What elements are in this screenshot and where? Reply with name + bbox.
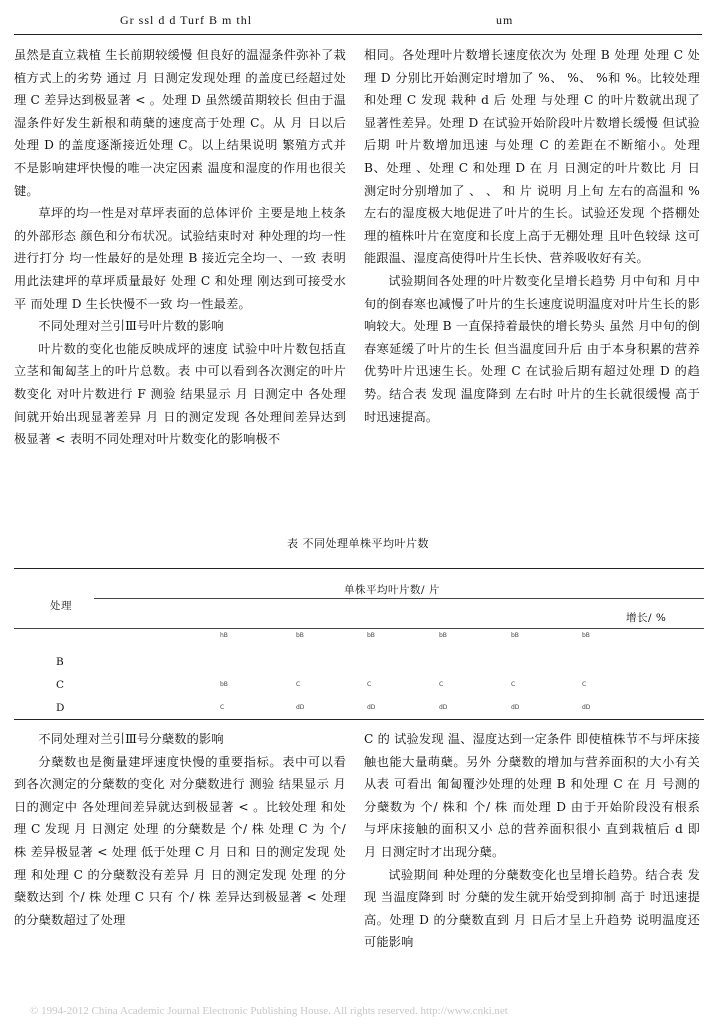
- running-head-page: um: [496, 13, 514, 27]
- table-cell: bB: [367, 632, 375, 639]
- paragraph-tiller-count: 分蘖数也是衡量建坪速度快慢的重要指标。表中可以看到各次测定的分蘖数的变化 对分蘖数进行 测验 结果显示 月 日的测定中 各处理间差异就达到极显著 < 。比较处理 和处理 C 发现 月 日测定 处理 的分蘖数是 个/ 株 处理 C 为 个/ 株 差异极显著 < 处理 低于处理 C 月 日和 日的测定发现 处理 和处理 C 的分蘖数没有差异 月 日的测定发现 处理 的分蘖数达到 个/ 株 处理 C 只有 个/ 株 差异达到极显著 < 处理 的分蘖数超过了处理: [14, 754, 346, 927]
- table-cell: C: [439, 681, 444, 688]
- table-row-label: D: [56, 702, 65, 714]
- column-top-right: [364, 44, 700, 428]
- paragraph-leaf-trend: 试验期间各处理的叶片数变化呈增长趋势 月中旬和 月中旬的倒春寒也减慢了叶片的生长速度说明温度对叶片生长的影响较大。处理 B 一直保持着最快的增长势头 虽然 月中旬的倒春寒延缓了叶片的生长 但当温度回升后 由于本身积累的营养优势叶片迅速生长。处理 C 在试验后期有超过处理 D 的趋势。结合表 发现 温度降到 左右时 叶片的生长就很缓慢 高于 时迅速提高。: [364, 273, 700, 424]
- paragraph-leaf-growth: 相同。各处理叶片数增长速度依次为 处理 B 处理 处理 C 处理 D 分别比开始测定时增加了 %、 %、 %和 %。比较处理 和处理 C 发现 栽种 d 后 处理 与处理 C 的叶片数就出现了显著性差异。处理 D 在试验开始阶段叶片数增长缓慢 但试验后期 叶片数增加迅速 与处理 C 的差距在不断缩小。处理 B、处理 、处理 C 和处理 D 在 月 日测定的叶片数比 月 日测定时分别增加了 、 、 和 片 说明 月上旬 左右的高温和 % 左右的湿度极大地促进了叶片的生长。试验还发现 个搭棚处理的植株叶片在宽度和长度上高于无棚处理 且叶色较绿 这可能跟温、湿度高使得叶片生长快、营养吸收好有关。: [364, 48, 700, 266]
- column-bottom-left: [14, 728, 346, 931]
- section-heading-tiller-count: 不同处理对兰引Ⅲ号分蘖数的影响: [38, 732, 224, 746]
- table-header-group: 单株平均叶片数/ 片: [344, 584, 440, 596]
- table-cell: dD: [439, 704, 448, 711]
- running-head: [0, 10, 716, 30]
- table-bottom-rule: [14, 719, 704, 720]
- table-header-rule: [14, 628, 704, 629]
- paragraph-uniformity: 草坪的均一性是对草坪表面的总体评价 主要是地上枝条的外部形态 颜色和分布状况。试验结束时对 种处理的均一性进行打分 均一性最好的是处理 B 接近完全均一、一致 表明用此法建坪的草坪质量最好 处理 C 和处理 刚达到可接受水平 而处理 D 生长快慢不一致 均一性最差。: [14, 206, 346, 311]
- table-cell: dD: [296, 704, 305, 711]
- table-group-rule: [94, 598, 704, 599]
- running-head-journal: Gr ssl d d Turf B m thl: [120, 13, 253, 27]
- paragraph-coverage: 虽然是直立栽植 生长前期较缓慢 但良好的温湿条件弥补了栽植方式上的劣势 通过 月 日测定发现处理 的盖度已经超过处理 C 差异达到极显著 < 。处理 D 虽然缓苗期较长 但由于温湿条件好发生新根和萌蘖的速度高于处理 C。从 月 日以后 处理 D 的盖度逐渐接近处理 C。以上结果说明 繁殖方式并不是影响建坪快慢的唯一决定因素 温度和湿度的作用也很关键。: [14, 48, 346, 198]
- table-cell: bB: [220, 681, 228, 688]
- table-cell: dD: [582, 704, 591, 711]
- column-bottom-right: [364, 728, 700, 954]
- table-row-label: B: [56, 656, 65, 668]
- column-top-left: [14, 44, 346, 451]
- leaf-count-table: [14, 568, 704, 720]
- table-cell: bB: [439, 632, 447, 639]
- paragraph-tiller-trend: 试验期间 种处理的分蘖数变化也呈增长趋势。结合表 发现 当温度降到 时 分蘖的发生就开始受到抑制 高于 时迅速提高。处理 D 的分蘖数直到 月 日后才呈上升趋势 说明温度还可能影响: [364, 867, 700, 950]
- table-cell: bB: [511, 632, 519, 639]
- table-cell: hB: [220, 632, 228, 639]
- table-header-growth: 增长/ %: [626, 612, 667, 624]
- table-cell: C: [367, 681, 372, 688]
- table-cell: bB: [296, 632, 304, 639]
- paragraph-leaf-count: 叶片数的变化也能反映成坪的速度 试验中叶片数包括直立茎和匍匐茎上的叶片总数。表 中可以看到各次测定的叶片数变化 对叶片数进行 F 测验 结果显示 月 日测定中 各处理间就开始出现显著差异 月 日的测定发现 各处理间差异达到极显著 < 表明不同处理对叶片数变化的影响极不: [14, 341, 346, 447]
- copyright-footer: © 1994-2012 China Academic Journal Electronic Publishing House. All rights reserved. http://www.cnki.net: [30, 1005, 508, 1017]
- header-rule: [14, 34, 702, 35]
- table-cell: C: [582, 681, 587, 688]
- table-cell: C: [511, 681, 516, 688]
- section-heading-leaf-count: 不同处理对兰引Ⅲ号叶片数的影响: [38, 319, 224, 334]
- table-cell: C: [220, 704, 225, 711]
- table-cell: bB: [582, 632, 590, 639]
- paragraph-tiller-area: C 的 试验发现 温、湿度达到一定条件 即使植株节不与坪床接触也能大量萌蘖。另外 分蘖数的增加与营养面积的大小有关 从表 可看出 匍匐覆沙处理的处理 B 和处理 C 在 月 号测的分蘖数为 个/ 株和 个/ 株 而处理 D 由于开始阶段没有根系 与坪床接触的面积又小 总的营养面积很小 直到栽植后 d 即 月 日测定时才出现分蘖。: [364, 732, 700, 859]
- table-row-label: C: [56, 679, 65, 691]
- table-cell: dD: [511, 704, 520, 711]
- table-cell: C: [296, 681, 301, 688]
- table-header-treatment: 处理: [50, 600, 72, 612]
- table-caption: 表 不同处理单株平均叶片数: [287, 537, 429, 550]
- table-top-rule: [14, 568, 704, 569]
- table-cell: dD: [367, 704, 376, 711]
